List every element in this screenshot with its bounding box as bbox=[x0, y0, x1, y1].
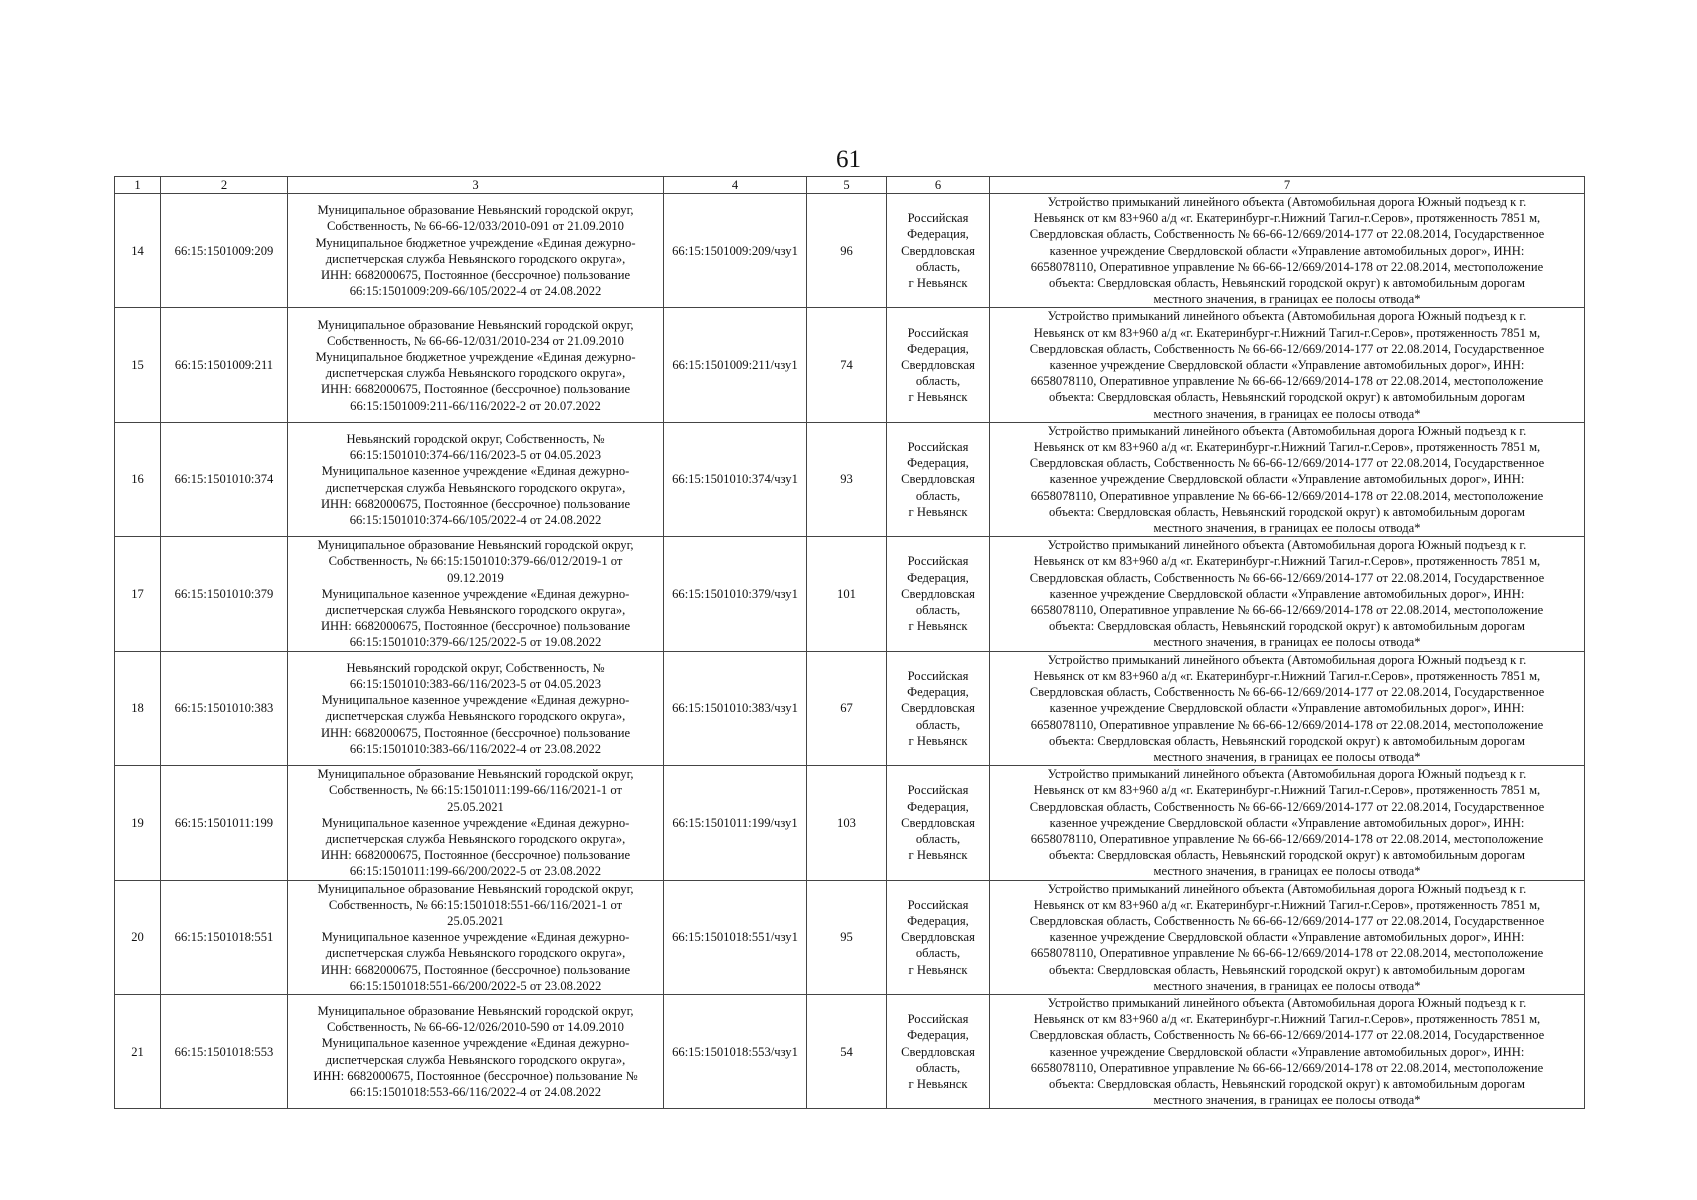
rights-holder: Муниципальное образование Невьянский городской округ, Собственность, № 66-66-12/033/2010-091 от 21.09.2010 Муниципальное бюджетное учреждение «Единая дежурно- диспетчерская служба Невьянского городского округа», ИНН: 6682000675, Постоянное (бессрочное) пользование 66:15:1501009:209-66/105/2022-4 от 24.08.2022 bbox=[288, 194, 664, 308]
location: Российская Федерация, Свердловская область, г Невьянск bbox=[887, 537, 990, 651]
row-number: 21 bbox=[115, 994, 161, 1108]
row-number: 19 bbox=[115, 766, 161, 880]
row-number: 15 bbox=[115, 308, 161, 422]
location: Российская Федерация, Свердловская область, г Невьянск bbox=[887, 994, 990, 1108]
location: Российская Федерация, Свердловская область, г Невьянск bbox=[887, 308, 990, 422]
area: 54 bbox=[807, 994, 887, 1108]
area: 93 bbox=[807, 422, 887, 536]
table-row bbox=[115, 651, 1585, 765]
purpose: Устройство примыканий линейного объекта (Автомобильная дорога Южный подъезд к г. Невьянск от км 83+960 а/д «г. Екатеринбург-г.Нижний Тагил-г.Серов», протяженность 7851 м, Свердловская область, Собственность № 66-66-12/669/2014-177 от 22.08.2014, Государственное казенное учреждение Свердловской области «Управление автомобильных дорог», ИНН: 6658078110, Оперативное управление № 66-66-12/669/2014-178 от 22.08.2014, местоположение объекта: Свердловская область, Невьянский городской округ) к автомобильным дорогам местного значения, в границах ее полосы отвода* bbox=[990, 994, 1585, 1108]
column-header: 5 bbox=[807, 177, 887, 194]
location: Российская Федерация, Свердловская область, г Невьянск bbox=[887, 422, 990, 536]
purpose: Устройство примыканий линейного объекта (Автомобильная дорога Южный подъезд к г. Невьянск от км 83+960 а/д «г. Екатеринбург-г.Нижний Тагил-г.Серов», протяженность 7851 м, Свердловская область, Собственность № 66-66-12/669/2014-177 от 22.08.2014, Государственное казенное учреждение Свердловской области «Управление автомобильных дорог», ИНН: 6658078110, Оперативное управление № 66-66-12/669/2014-178 от 22.08.2014, местоположение объекта: Свердловская область, Невьянский городской округ) к автомобильным дорогам местного значения, в границах ее полосы отвода* bbox=[990, 766, 1585, 880]
location: Российская Федерация, Свердловская область, г Невьянск bbox=[887, 880, 990, 994]
row-number: 17 bbox=[115, 537, 161, 651]
table-row bbox=[115, 422, 1585, 536]
purpose: Устройство примыканий линейного объекта (Автомобильная дорога Южный подъезд к г. Невьянск от км 83+960 а/д «г. Екатеринбург-г.Нижний Тагил-г.Серов», протяженность 7851 м, Свердловская область, Собственность № 66-66-12/669/2014-177 от 22.08.2014, Государственное казенное учреждение Свердловской области «Управление автомобильных дорог», ИНН: 6658078110, Оперативное управление № 66-66-12/669/2014-178 от 22.08.2014, местоположение объекта: Свердловская область, Невьянский городской округ) к автомобильным дорогам местного значения, в границах ее полосы отвода* bbox=[990, 651, 1585, 765]
area: 67 bbox=[807, 651, 887, 765]
area: 74 bbox=[807, 308, 887, 422]
column-header: 4 bbox=[664, 177, 807, 194]
area: 101 bbox=[807, 537, 887, 651]
column-header: 1 bbox=[115, 177, 161, 194]
column-header: 2 bbox=[161, 177, 288, 194]
rights-holder: Муниципальное образование Невьянский городской округ, Собственность, № 66:15:1501018:551-66/116/2021-1 от 25.05.2021 Муниципальное казенное учреждение «Единая дежурно- диспетчерская служба Невьянского городского округа», ИНН: 6682000675, Постоянное (бессрочное) пользование 66:15:1501018:551-66/200/2022-5 от 23.08.2022 bbox=[288, 880, 664, 994]
cadastral-number: 66:15:1501009:209 bbox=[161, 194, 288, 308]
plot-part-number: 66:15:1501011:199/чзу1 bbox=[664, 766, 807, 880]
area: 95 bbox=[807, 880, 887, 994]
cadastral-number: 66:15:1501018:551 bbox=[161, 880, 288, 994]
cadastral-number: 66:15:1501010:383 bbox=[161, 651, 288, 765]
table-row bbox=[115, 994, 1585, 1108]
plot-part-number: 66:15:1501009:209/чзу1 bbox=[664, 194, 807, 308]
land-plots-table bbox=[114, 176, 1585, 1109]
column-header: 7 bbox=[990, 177, 1585, 194]
location: Российская Федерация, Свердловская область, г Невьянск bbox=[887, 651, 990, 765]
page-number: 61 bbox=[836, 146, 861, 173]
location: Российская Федерация, Свердловская область, г Невьянск bbox=[887, 194, 990, 308]
area: 103 bbox=[807, 766, 887, 880]
row-number: 14 bbox=[115, 194, 161, 308]
rights-holder: Муниципальное образование Невьянский городской округ, Собственность, № 66:15:1501011:199-66/116/2021-1 от 25.05.2021 Муниципальное казенное учреждение «Единая дежурно- диспетчерская служба Невьянского городского округа», ИНН: 6682000675, Постоянное (бессрочное) пользование 66:15:1501011:199-66/200/2022-5 от 23.08.2022 bbox=[288, 766, 664, 880]
rights-holder: Муниципальное образование Невьянский городской округ, Собственность, № 66:15:1501010:379-66/012/2019-1 от 09.12.2019 Муниципальное казенное учреждение «Единая дежурно- диспетчерская служба Невьянского городского округа», ИНН: 6682000675, Постоянное (бессрочное) пользование 66:15:1501010:379-66/125/2022-5 от 19.08.2022 bbox=[288, 537, 664, 651]
table-row bbox=[115, 537, 1585, 651]
table-row bbox=[115, 766, 1585, 880]
table-row bbox=[115, 194, 1585, 308]
plot-part-number: 66:15:1501018:551/чзу1 bbox=[664, 880, 807, 994]
column-header: 6 bbox=[887, 177, 990, 194]
column-header: 3 bbox=[288, 177, 664, 194]
cadastral-number: 66:15:1501009:211 bbox=[161, 308, 288, 422]
table-row bbox=[115, 880, 1585, 994]
plot-part-number: 66:15:1501010:383/чзу1 bbox=[664, 651, 807, 765]
purpose: Устройство примыканий линейного объекта (Автомобильная дорога Южный подъезд к г. Невьянск от км 83+960 а/д «г. Екатеринбург-г.Нижний Тагил-г.Серов», протяженность 7851 м, Свердловская область, Собственность № 66-66-12/669/2014-177 от 22.08.2014, Государственное казенное учреждение Свердловской области «Управление автомобильных дорог», ИНН: 6658078110, Оперативное управление № 66-66-12/669/2014-178 от 22.08.2014, местоположение объекта: Свердловская область, Невьянский городской округ) к автомобильным дорогам местного значения, в границах ее полосы отвода* bbox=[990, 422, 1585, 536]
purpose: Устройство примыканий линейного объекта (Автомобильная дорога Южный подъезд к г. Невьянск от км 83+960 а/д «г. Екатеринбург-г.Нижний Тагил-г.Серов», протяженность 7851 м, Свердловская область, Собственность № 66-66-12/669/2014-177 от 22.08.2014, Государственное казенное учреждение Свердловской области «Управление автомобильных дорог», ИНН: 6658078110, Оперативное управление № 66-66-12/669/2014-178 от 22.08.2014, местоположение объекта: Свердловская область, Невьянский городской округ) к автомобильным дорогам местного значения, в границах ее полосы отвода* bbox=[990, 880, 1585, 994]
rights-holder: Невьянский городской округ, Собственность, № 66:15:1501010:383-66/116/2023-5 от 04.05.2023 Муниципальное казенное учреждение «Единая дежурно- диспетчерская служба Невьянского городского округа», ИНН: 6682000675, Постоянное (бессрочное) пользование 66:15:1501010:383-66/116/2022-4 от 23.08.2022 bbox=[288, 651, 664, 765]
purpose: Устройство примыканий линейного объекта (Автомобильная дорога Южный подъезд к г. Невьянск от км 83+960 а/д «г. Екатеринбург-г.Нижний Тагил-г.Серов», протяженность 7851 м, Свердловская область, Собственность № 66-66-12/669/2014-177 от 22.08.2014, Государственное казенное учреждение Свердловской области «Управление автомобильных дорог», ИНН: 6658078110, Оперативное управление № 66-66-12/669/2014-178 от 22.08.2014, местоположение объекта: Свердловская область, Невьянский городской округ) к автомобильным дорогам местного значения, в границах ее полосы отвода* bbox=[990, 308, 1585, 422]
row-number: 18 bbox=[115, 651, 161, 765]
cadastral-number: 66:15:1501018:553 bbox=[161, 994, 288, 1108]
row-number: 20 bbox=[115, 880, 161, 994]
rights-holder: Муниципальное образование Невьянский городской округ, Собственность, № 66-66-12/031/2010-234 от 21.09.2010 Муниципальное бюджетное учреждение «Единая дежурно- диспетчерская служба Невьянского городского округа», ИНН: 6682000675, Постоянное (бессрочное) пользование 66:15:1501009:211-66/116/2022-2 от 20.07.2022 bbox=[288, 308, 664, 422]
plot-part-number: 66:15:1501010:374/чзу1 bbox=[664, 422, 807, 536]
table-row bbox=[115, 308, 1585, 422]
rights-holder: Невьянский городской округ, Собственность, № 66:15:1501010:374-66/116/2023-5 от 04.05.2023 Муниципальное казенное учреждение «Единая дежурно- диспетчерская служба Невьянского городского округа», ИНН: 6682000675, Постоянное (бессрочное) пользование 66:15:1501010:374-66/105/2022-4 от 24.08.2022 bbox=[288, 422, 664, 536]
row-number: 16 bbox=[115, 422, 161, 536]
cadastral-number: 66:15:1501010:374 bbox=[161, 422, 288, 536]
column-number-row bbox=[115, 177, 1585, 194]
plot-part-number: 66:15:1501018:553/чзу1 bbox=[664, 994, 807, 1108]
rights-holder: Муниципальное образование Невьянский городской округ, Собственность, № 66-66-12/026/2010-590 от 14.09.2010 Муниципальное казенное учреждение «Единая дежурно- диспетчерская служба Невьянского городского округа», ИНН: 6682000675, Постоянное (бессрочное) пользование № 66:15:1501018:553-66/116/2022-4 от 24.08.2022 bbox=[288, 994, 664, 1108]
plot-part-number: 66:15:1501009:211/чзу1 bbox=[664, 308, 807, 422]
plot-part-number: 66:15:1501010:379/чзу1 bbox=[664, 537, 807, 651]
cadastral-number: 66:15:1501010:379 bbox=[161, 537, 288, 651]
purpose: Устройство примыканий линейного объекта (Автомобильная дорога Южный подъезд к г. Невьянск от км 83+960 а/д «г. Екатеринбург-г.Нижний Тагил-г.Серов», протяженность 7851 м, Свердловская область, Собственность № 66-66-12/669/2014-177 от 22.08.2014, Государственное казенное учреждение Свердловской области «Управление автомобильных дорог», ИНН: 6658078110, Оперативное управление № 66-66-12/669/2014-178 от 22.08.2014, местоположение объекта: Свердловская область, Невьянский городской округ) к автомобильным дорогам местного значения, в границах ее полосы отвода* bbox=[990, 194, 1585, 308]
cadastral-number: 66:15:1501011:199 bbox=[161, 766, 288, 880]
area: 96 bbox=[807, 194, 887, 308]
location: Российская Федерация, Свердловская область, г Невьянск bbox=[887, 766, 990, 880]
purpose: Устройство примыканий линейного объекта (Автомобильная дорога Южный подъезд к г. Невьянск от км 83+960 а/д «г. Екатеринбург-г.Нижний Тагил-г.Серов», протяженность 7851 м, Свердловская область, Собственность № 66-66-12/669/2014-177 от 22.08.2014, Государственное казенное учреждение Свердловской области «Управление автомобильных дорог», ИНН: 6658078110, Оперативное управление № 66-66-12/669/2014-178 от 22.08.2014, местоположение объекта: Свердловская область, Невьянский городской округ) к автомобильным дорогам местного значения, в границах ее полосы отвода* bbox=[990, 537, 1585, 651]
